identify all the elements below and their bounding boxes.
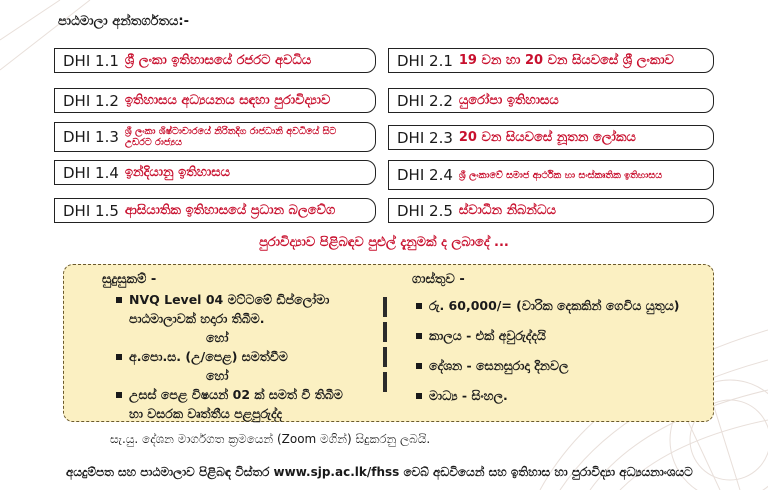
course-code: DHI 2.4 <box>397 166 453 184</box>
or-label: හෝ <box>206 368 229 383</box>
requirements-title: සුදුසුකම් - <box>102 272 157 287</box>
course-code: DHI 1.2 <box>63 91 119 110</box>
course-item-dhi-2-3 <box>388 125 714 150</box>
fees-title: ගාස්තුව - <box>412 272 465 287</box>
requirements-list <box>116 290 343 423</box>
course-code: DHI 2.1 <box>397 51 453 70</box>
course-item-dhi-1-4 <box>54 160 376 185</box>
course-item-dhi-1-1 <box>54 48 376 73</box>
footer-text: අයදුම්පත සහ පාඨමාලාව පිළිබඳ විස්තර www.sjp.ac.lk/fhss වෙබ් අඩවියෙන් සහ ඉතිහාස හා පුරාවිද්‍යා අධ්‍යයනාංශයට <box>66 465 693 479</box>
or-label: හෝ <box>206 330 229 345</box>
course-title: ශ්‍රී ලංකා ඉතිහාසයේ රජරට අවධිය <box>124 53 312 68</box>
course-title: ශ්‍රී ලංකාවේ සමාජ ආර්ථික හා සංස්කෘතික ඉතිහාසය <box>458 169 663 181</box>
course-title: ආසියාතික ඉතිහාසයේ ප්‍රධාන බලවේග <box>124 203 336 218</box>
course-title: ඉන්දියානු ඉතිහාසය <box>124 165 230 180</box>
course-item-dhi-2-5 <box>388 198 714 223</box>
course-code: DHI 1.5 <box>63 201 119 220</box>
course-code: DHI 1.3 <box>63 128 119 146</box>
requirement-text-cont: හා වසරක වෘත්තීය පළපුරුද්ද <box>129 406 283 421</box>
duration-item: කාලය - එක් අවුරුද්දයි <box>416 326 680 345</box>
column-divider <box>383 297 387 397</box>
section-heading: පාඨමාලා අන්තර්ගතය:- <box>58 14 189 29</box>
note-text: සැ.යු. දේශන මාර්ගගත ක්‍රමයෙන් (Zoom මගින්) සිදුකරනු ලබයි. <box>110 432 431 446</box>
course-code: DHI 1.4 <box>63 163 119 182</box>
course-title: යුරෝපා ඉතිහාසය <box>458 93 559 108</box>
course-code: DHI 2.5 <box>397 201 453 220</box>
requirement-text-cont: පාඨමාලාවක් හදාරා තිබීම. <box>129 311 265 326</box>
tagline: පුරාවිද්‍යාව පිළිබඳව පුළුල් දැනුමක් ද ලබාදේ ... <box>259 235 509 250</box>
course-item-dhi-1-2 <box>54 88 376 113</box>
course-item-dhi-2-4 <box>388 160 714 190</box>
lectures-item: දේශන - සෙනසුරාදා දිනවල <box>416 356 680 375</box>
requirement-text: උසස් පෙළ විෂයන් 02 ක් සමත් වී තිබීම <box>129 387 343 402</box>
requirement-item <box>116 290 343 328</box>
course-code: DHI 1.1 <box>63 51 119 70</box>
course-code: DHI 2.2 <box>397 91 453 110</box>
course-title: ශ්‍රී ලංකා ශිෂ්ටාචාරයේ නිරිතදිග රාජධානි අවධියේ සිට උඩරට රාජ්‍යය <box>124 126 337 148</box>
requirement-item <box>116 385 343 423</box>
course-item-dhi-1-3 <box>54 122 376 152</box>
course-title: ඉතිහාසය අධ්‍යයනය සඳහා පුරාවිද්‍යාව <box>124 93 331 108</box>
course-item-dhi-1-5 <box>54 198 376 223</box>
course-item-dhi-2-2 <box>388 88 714 113</box>
course-code: DHI 2.3 <box>397 128 453 147</box>
course-title: 20 වන සියවසේ නූතන ලෝකය <box>458 130 636 145</box>
course-title: ස්වාධීන නිබන්ධය <box>458 203 556 218</box>
requirement-text: NVQ Level 04 මට්ටමේ ඩිප්ලෝමා <box>129 292 330 307</box>
fee-item: රු. 60,000/= (වාරික දෙකකින් ගෙවිය යුතුය) <box>416 296 680 315</box>
course-title: 19 වන හා 20 වන සියවසේ ශ්‍රී ලංකාව <box>458 53 675 68</box>
requirement-item: අ.පො.ස. (උ/පෙළ) සමත්වීම <box>116 347 343 366</box>
medium-item: මාධ්‍ය - සිංහල. <box>416 386 680 405</box>
course-item-dhi-2-1 <box>388 48 714 73</box>
fees-list <box>416 296 680 416</box>
